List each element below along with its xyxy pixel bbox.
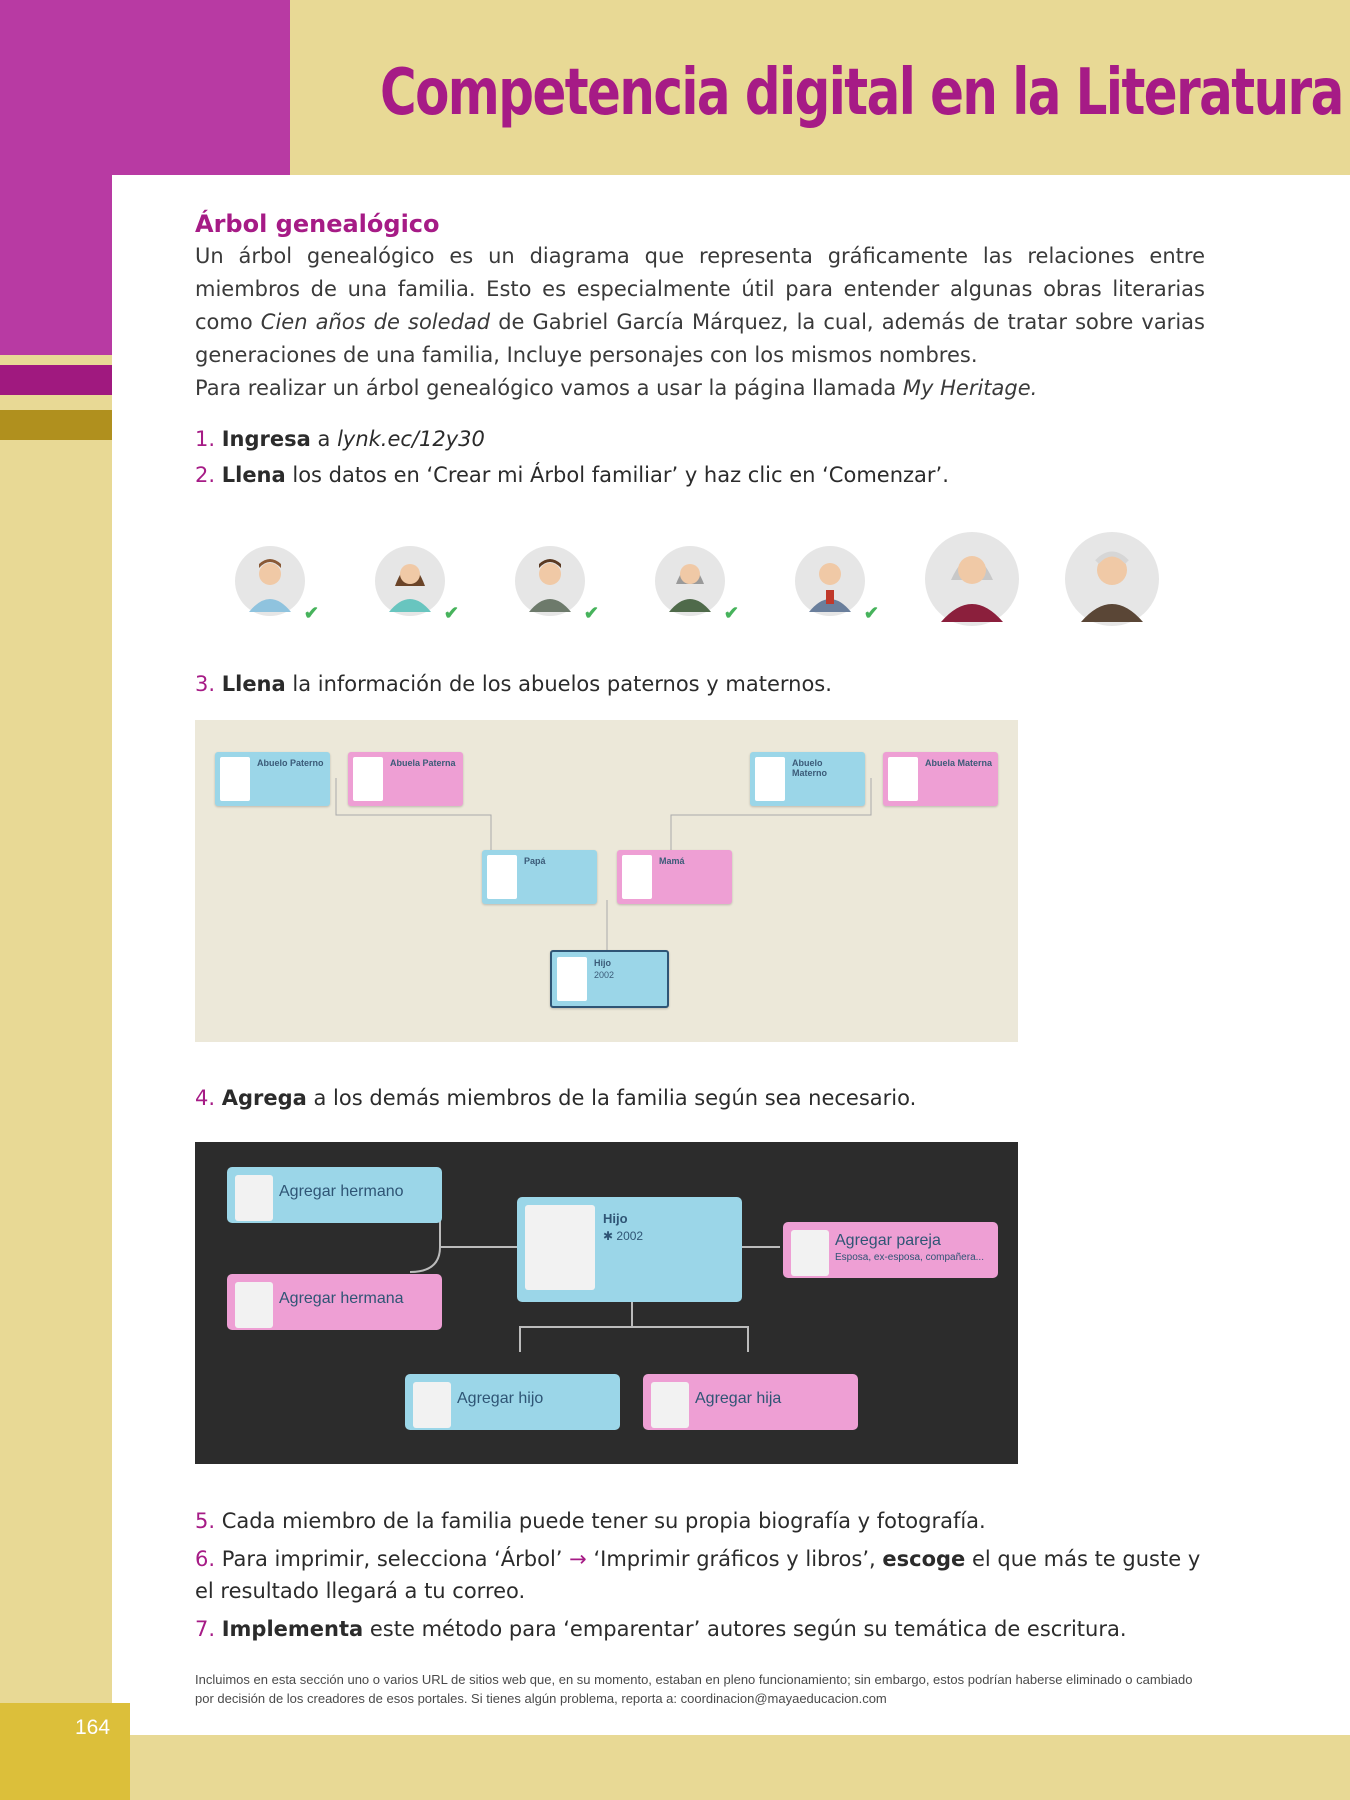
article bbox=[195, 210, 1205, 491]
site-name: My Heritage. bbox=[902, 376, 1038, 400]
center-hijo-card[interactable]: Hijo ✱ 2002 bbox=[517, 1197, 742, 1302]
add-brother-button[interactable]: Agregar hermano bbox=[227, 1167, 442, 1223]
page-number: 164 bbox=[75, 1716, 111, 1739]
step-1: 1. Ingresa a lynk.ec/12y30 bbox=[195, 427, 485, 451]
check-icon: ✔ bbox=[583, 603, 599, 623]
add-son-button[interactable]: Agregar hijo bbox=[405, 1374, 620, 1430]
add-daughter-button[interactable]: Agregar hija bbox=[643, 1374, 858, 1430]
hijo-label: Hijo bbox=[594, 958, 611, 968]
family-tree-screenshot bbox=[195, 720, 1018, 1042]
avatar-great-grandmother bbox=[925, 532, 1019, 626]
node-abuela-materna[interactable]: Abuela Materna bbox=[883, 752, 998, 806]
arrow-right-icon: → bbox=[569, 1547, 587, 1571]
node-abuelo-paterno[interactable]: Abuelo Paterno bbox=[215, 752, 330, 806]
avatar-son bbox=[235, 546, 319, 623]
section-heading: Árbol genealógico bbox=[195, 210, 440, 238]
page-number-box bbox=[0, 1703, 130, 1800]
step-5: 5. Cada miembro de la familia puede tener su propia biografía y fotografía. bbox=[195, 1509, 986, 1533]
footnote: Incluimos en esta sección uno o varios URL de sitios web que, en su momento, estaban en pleno funcionamiento; sin embargo, estos podrían haberse eliminado o cambiado por decisión de los creadores de esos portales. Si tienes algún problema, reporta a: coordinacion@mayaeducacion.com bbox=[195, 1672, 1193, 1706]
hijo-year: 2002 bbox=[594, 970, 615, 980]
step-3: 3. Llena la información de los abuelos paternos y maternos. bbox=[195, 672, 832, 696]
avatar-great-grandfather bbox=[1065, 532, 1159, 626]
node-mama[interactable]: Mamá bbox=[617, 850, 732, 904]
link-url[interactable]: lynk.ec/12y30 bbox=[337, 427, 485, 451]
step-6: 6. Para imprimir, selecciona ‘Árbol’ → ‘Imprimir gráficos y libros’, escoge el que más te guste y el resultado llegará a tu correo. bbox=[195, 1547, 1201, 1603]
check-icon: ✔ bbox=[303, 603, 319, 623]
intro-paragraph: Un árbol genealógico es un diagrama que representa gráficamente las relaciones entre miembros de una familia. Esto es especialmente útil para entender algunas obras literarias como Cien años de soledad de Gabriel García Márquez, la cual, además de tratar sobre varias generaciones de una familia, Incluye personajes con los mismos nombres. Para realizar un árbol genealógico vamos a usar la página llamada My Heritage. bbox=[195, 244, 1205, 400]
avatar-mother bbox=[375, 546, 459, 623]
step-7: 7. Implementa este método para ‘emparentar’ autores según su temática de escritura. bbox=[195, 1617, 1127, 1641]
check-icon: ✔ bbox=[443, 603, 459, 623]
check-icon: ✔ bbox=[723, 603, 739, 623]
add-relatives-screenshot bbox=[195, 1142, 1018, 1464]
node-abuelo-materno[interactable]: Abuelo Materno bbox=[750, 752, 865, 806]
add-sister-button[interactable]: Agregar hermana bbox=[227, 1274, 442, 1330]
avatar-row bbox=[235, 532, 1165, 632]
step-2: 2. Llena los datos en ‘Crear mi Árbol familiar’ y haz clic en ‘Comenzar’. bbox=[195, 463, 949, 487]
node-hijo[interactable] bbox=[550, 950, 669, 1008]
node-abuela-paterna[interactable]: Abuela Paterna bbox=[348, 752, 463, 806]
add-partner-button[interactable]: Agregar pareja Esposa, ex-esposa, compañera... bbox=[783, 1222, 998, 1278]
avatar-grandmother bbox=[655, 546, 739, 623]
step-3-block bbox=[195, 668, 1205, 700]
step-4-block bbox=[195, 1082, 1205, 1114]
node-papa[interactable]: Papá bbox=[482, 850, 597, 904]
closing-steps bbox=[195, 1505, 1205, 1651]
avatar-father bbox=[515, 546, 599, 623]
check-icon: ✔ bbox=[863, 603, 879, 623]
page-title: Competencia digital en la Literatura bbox=[380, 56, 1343, 130]
avatar-grandfather bbox=[795, 546, 879, 623]
magenta-strip bbox=[0, 365, 112, 395]
olive-strip bbox=[0, 410, 112, 440]
step-4: 4. Agrega a los demás miembros de la familia según sea necesario. bbox=[195, 1086, 917, 1110]
book-title: Cien años de soledad bbox=[260, 310, 491, 334]
